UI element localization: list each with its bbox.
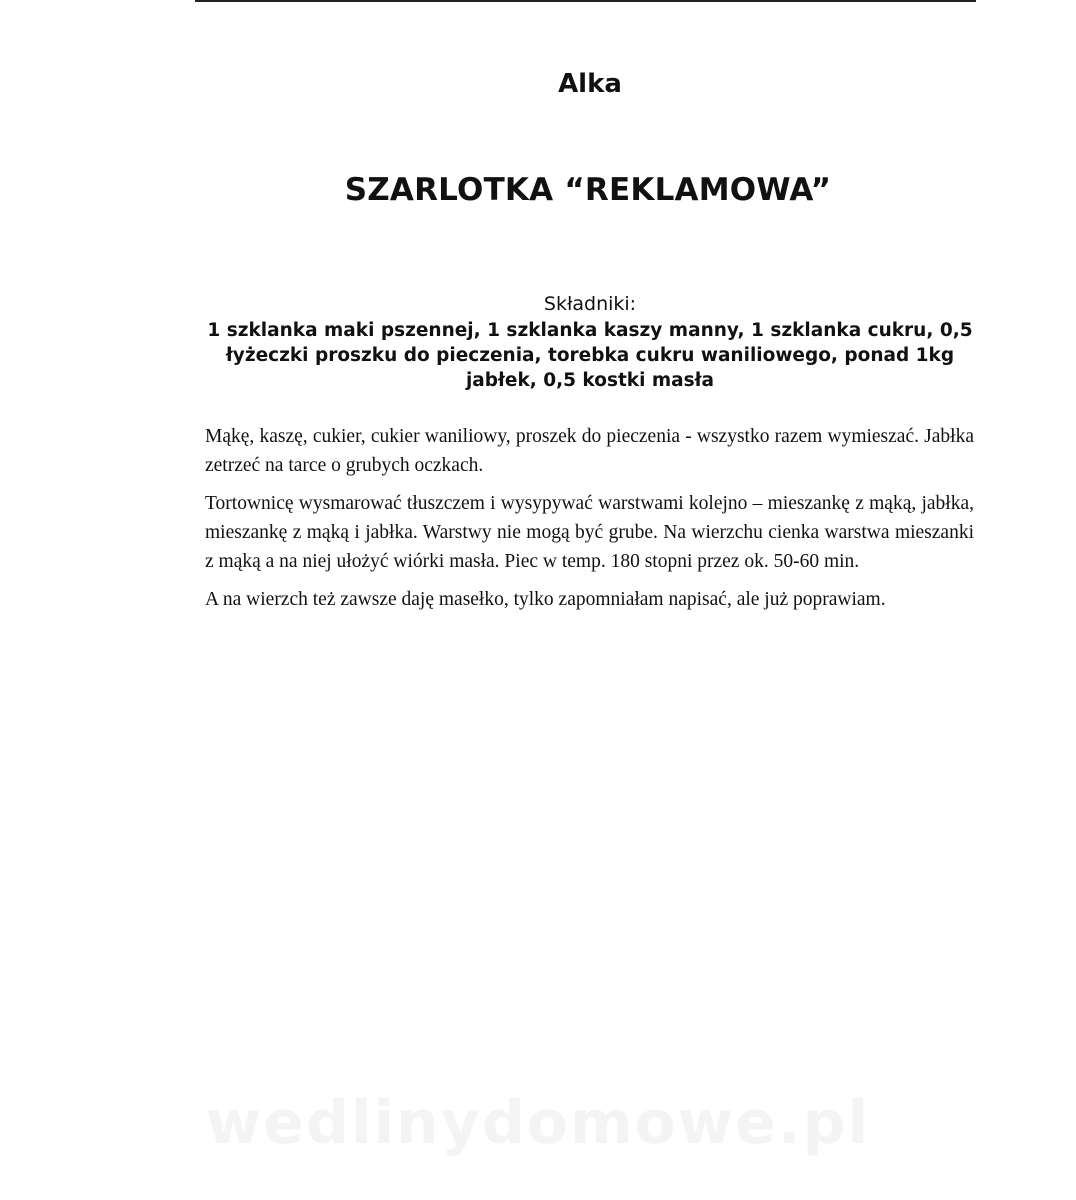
instruction-paragraph: Mąkę, kaszę, cukier, cukier waniliowy, proszek do pieczenia - wszystko razem wymieszać. Jabłka zetrzeć na tarce o grubych oczkach. [205,426,974,476]
recipe-instructions [205,422,974,623]
recipe-title: SZARLOTKA “REKLAMOWA” [344,172,832,208]
instruction-paragraph: Tortownicę wysmarować tłuszczem i wysypywać warstwami kolejno – mieszankę z mąką, jabłka, mieszankę z mąką i jabłka. Warstwy nie mogą być grube. Na wierzchu cienka warstwa mieszanki z mąką a na niej ułożyć wiórki masła. Piec w temp. 180 stopni przez ok. 50-60 min. [205,493,974,572]
recipe-author: Alka [558,69,622,99]
ingredients-line: jabłek, 0,5 kostki masła [465,370,715,391]
ingredients-line: 1 szklanka maki pszennej, 1 szklanka kaszy manny, 1 szklanka cukru, 0,5 [207,320,973,341]
top-rule [195,0,976,2]
ingredients-line: łyżeczki proszku do pieczenia, torebka cukru waniliowego, ponad 1kg [225,345,955,366]
instruction-paragraph: A na wierzch też zawsze daję masełko, tylko zapomniałam napisać, ale już poprawiam. [205,589,886,610]
ingredients-heading: Składniki: [543,293,637,315]
watermark: wedlinydomowe.pl [205,1088,871,1158]
ingredients-list [200,318,980,393]
